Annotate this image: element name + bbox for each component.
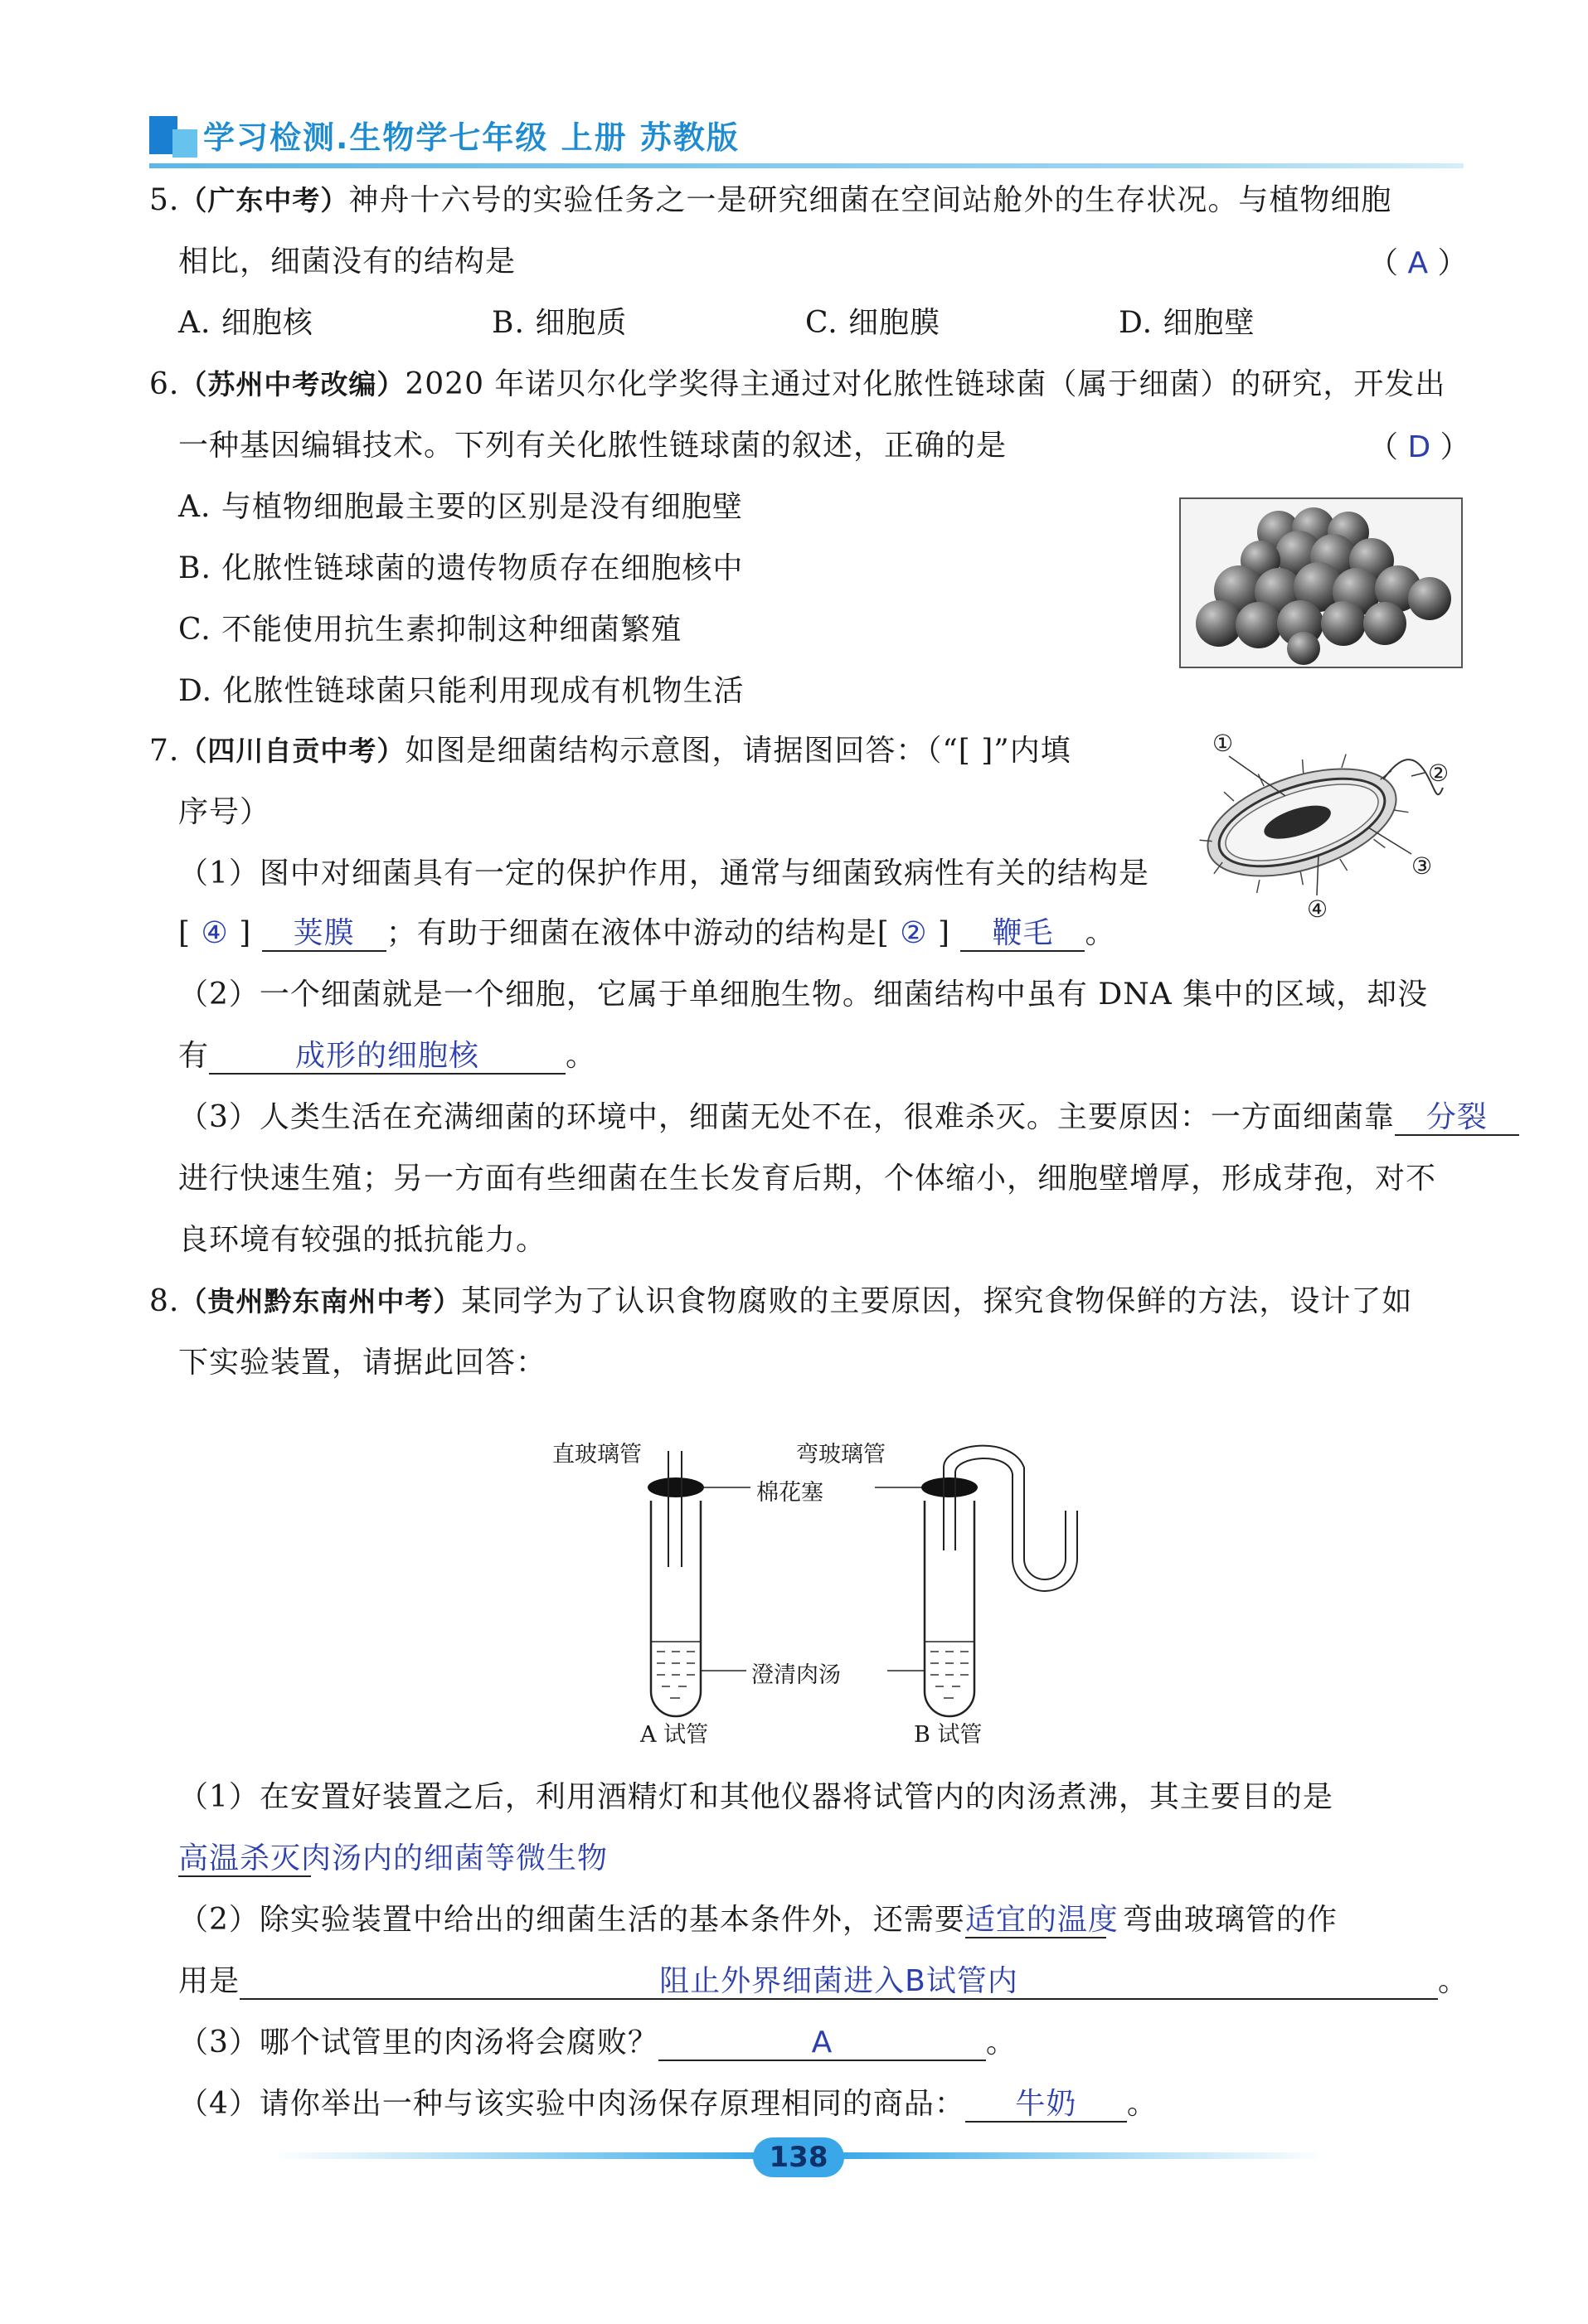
q7-part1-blank2 [960, 915, 1085, 952]
q7-part3-blank [1395, 1099, 1519, 1136]
label-broth: 澄清肉汤 [751, 1662, 841, 1688]
q7-part1-number1: ④ [201, 916, 229, 950]
label-2: ② [1428, 759, 1450, 787]
q6-option-d: D. 化脓性链球菌只能利用现成有机物生活 [178, 674, 745, 708]
q5-answer-paren: （ A ） [1368, 246, 1468, 280]
q7-part1-blank1 [262, 915, 386, 952]
q7-part1-number2: ② [900, 916, 928, 950]
q7-part3-text: （3）人类生活在充满细菌的环境中，细菌无处不在，很难杀灭。主要原因：一方面细菌靠 [178, 1100, 1395, 1134]
q8-part3-text: （3）哪个试管里的肉汤将会腐败？ [178, 2026, 658, 2060]
q7-part2-answer-line [178, 1038, 596, 1075]
header-rule [149, 163, 1464, 168]
q6-text: 2020 年诺贝尔化学奖得主通过对化脓性链球菌（属于细菌）的研究，开发出 [405, 367, 1446, 401]
q8-part3-line [178, 2025, 1017, 2061]
period: 。 [985, 2026, 1017, 2060]
label-straight-tube: 直玻璃管 [552, 1442, 642, 1468]
q8-part4-blank [965, 2086, 1127, 2123]
q6-option-c: C. 不能使用抗生素抑制这种细菌繁殖 [178, 613, 682, 647]
q7-part3-line2: 进行快速生殖；另一方面有些细菌在生长发育后期，个体缩小，细胞壁增厚，形成芽孢，对不 [178, 1162, 1437, 1196]
q5-source: （广东中考） [179, 184, 349, 216]
streptococcus-photo [1179, 497, 1463, 668]
streptococcus-image [1181, 499, 1461, 667]
q6-option-a: A. 与植物细胞最主要的区别是没有细胞壁 [178, 490, 743, 524]
q6-option-b: B. 化脓性链球菌的遗传物质存在细胞核中 [178, 551, 744, 585]
q5-option-a: A. 细胞核 [178, 306, 313, 340]
q7-part2-blank [209, 1038, 566, 1075]
label-tube-b: B 试管 [914, 1722, 983, 1748]
q8-text: 某同学为了认识食物腐败的主要原因，探究食物保鲜的方法，设计了如 [461, 1284, 1413, 1318]
q5-option-b: B. 细胞质 [492, 306, 628, 340]
q8-source: （贵州黔东南州中考） [179, 1285, 462, 1317]
label-cotton-plug: 棉花塞 [756, 1480, 823, 1506]
period: 。 [1438, 1964, 1469, 1998]
q7-part1-text: （1）图中对细菌具有一定的保护作用，通常与细菌致病性有关的结构是 [178, 856, 1149, 890]
q8-part2-text2: 弯曲玻璃管的作 [1122, 1903, 1338, 1937]
q7-source: （四川自贡中考） [179, 735, 405, 767]
q8-part1-text: （1）在安置好装置之后，利用酒精灯和其他仪器将试管内的肉汤煮沸，其主要目的是 [178, 1780, 1333, 1814]
q7-number: 7. [149, 734, 180, 768]
q6-source: （苏州中考改编） [179, 368, 405, 400]
period: 。 [1085, 916, 1116, 950]
q5-line1 [149, 182, 1391, 219]
q7-part2-text: （2）一个细菌就是一个细胞，它属于单细胞生物。细菌结构中虽有 DNA 集中的区域，却没 [178, 978, 1429, 1012]
q7-part3-answer: 分裂 [1425, 1100, 1488, 1134]
q6-answer: D [1407, 430, 1431, 464]
label-3: ③ [1411, 852, 1433, 880]
q8-part3-answer: A [811, 2026, 833, 2060]
period: 。 [1126, 2087, 1158, 2121]
q7-part2-answer: 成形的细胞核 [295, 1039, 480, 1073]
page-number: 138 [753, 2137, 844, 2177]
q7-part1-answer1: 荚膜 [293, 916, 355, 950]
tube-a-broth [653, 1642, 699, 1691]
label-bent-tube: 弯玻璃管 [796, 1442, 886, 1468]
bracket-open: [ [178, 916, 192, 950]
bracket-close-2: ] [937, 916, 951, 950]
q6-answer-paren: （ D ） [1368, 430, 1470, 464]
q5-answer: A [1407, 246, 1429, 280]
q8-part4-line [178, 2086, 1158, 2123]
q8-line1 [149, 1283, 1412, 1320]
q7-part1-answer2: 鞭毛 [992, 916, 1054, 950]
q7-line2: 序号） [178, 795, 271, 829]
label-1: ① [1212, 730, 1234, 757]
q8-part2-line2 [178, 1963, 1469, 2000]
q7-part3-line3: 良环境有较强的抵抗能力。 [178, 1223, 547, 1257]
bent-tube-outer [944, 1446, 1066, 1579]
tube-a-cotton-plug [648, 1477, 704, 1497]
bracket-close: ] [239, 916, 252, 950]
label-tube-a: A 试管 [640, 1722, 709, 1748]
period: 。 [566, 1039, 597, 1073]
q7-part1-answers [178, 915, 1115, 952]
q8-part1-blank [178, 1841, 609, 1877]
q8-part2-text: （2）除实验装置中给出的细菌生活的基本条件外，还需要 [178, 1903, 965, 1937]
q8-part2-prefix: 用是 [178, 1964, 240, 1998]
q6-line1 [149, 366, 1445, 403]
q7-line1 [149, 733, 1071, 769]
q5-option-c: C. 细胞膜 [805, 306, 941, 340]
bacterium-diagram [1194, 730, 1459, 929]
q8-part4-text: （4）请你举出一种与该实验中肉汤保存原理相同的商品： [178, 2087, 965, 2121]
q5-number: 5. [149, 183, 180, 217]
q8-line2: 下实验装置，请据此回答： [178, 1346, 547, 1380]
label-4: ④ [1307, 895, 1328, 923]
q7-part3-line1 [178, 1099, 1519, 1136]
experiment-diagram [547, 1434, 1095, 1749]
header-logo-block-light [172, 129, 197, 158]
tube-b-broth [926, 1642, 973, 1691]
q8-part2-blank1 [964, 1902, 1119, 1938]
q8-part2-answer1: 适宜的温度 [964, 1903, 1119, 1937]
q7-part2-prefix: 有 [178, 1039, 210, 1073]
q8-part2-blank2 [240, 1963, 1438, 2000]
q5-text: 神舟十六号的实验任务之一是研究细菌在空间站舱外的生存状况。与植物细胞 [348, 183, 1392, 217]
header-title: 学习检测.生物学七年级 上册 苏教版 [203, 119, 740, 156]
q5-option-d: D. 细胞壁 [1119, 306, 1255, 340]
q6-line2: 一种基因编辑技术。下列有关化脓性链球菌的叙述，正确的是 [178, 429, 1008, 463]
q8-part2-answer2: 阻止外界细菌进入B试管内 [659, 1964, 1018, 1998]
tube-b-cotton-plug [921, 1477, 978, 1497]
q8-part3-blank [658, 2025, 986, 2061]
q7-part1-mid: ；有助于细菌在液体中游动的结构是[ [386, 916, 890, 950]
q8-part2-line1 [178, 1902, 1338, 1938]
q8-part1-answer: 高温杀灭肉汤内的细菌等微生物 [178, 1841, 609, 1875]
q8-part1-answer-line [178, 1841, 609, 1877]
q6-number: 6. [149, 367, 180, 401]
q8-part4-answer: 牛奶 [1015, 2087, 1077, 2121]
q5-line2: 相比，细菌没有的结构是 [178, 245, 517, 279]
q7-text: 如图是细菌结构示意图，请据图回答：（“[ ]”内填 [405, 734, 1071, 768]
q8-number: 8. [149, 1284, 180, 1318]
